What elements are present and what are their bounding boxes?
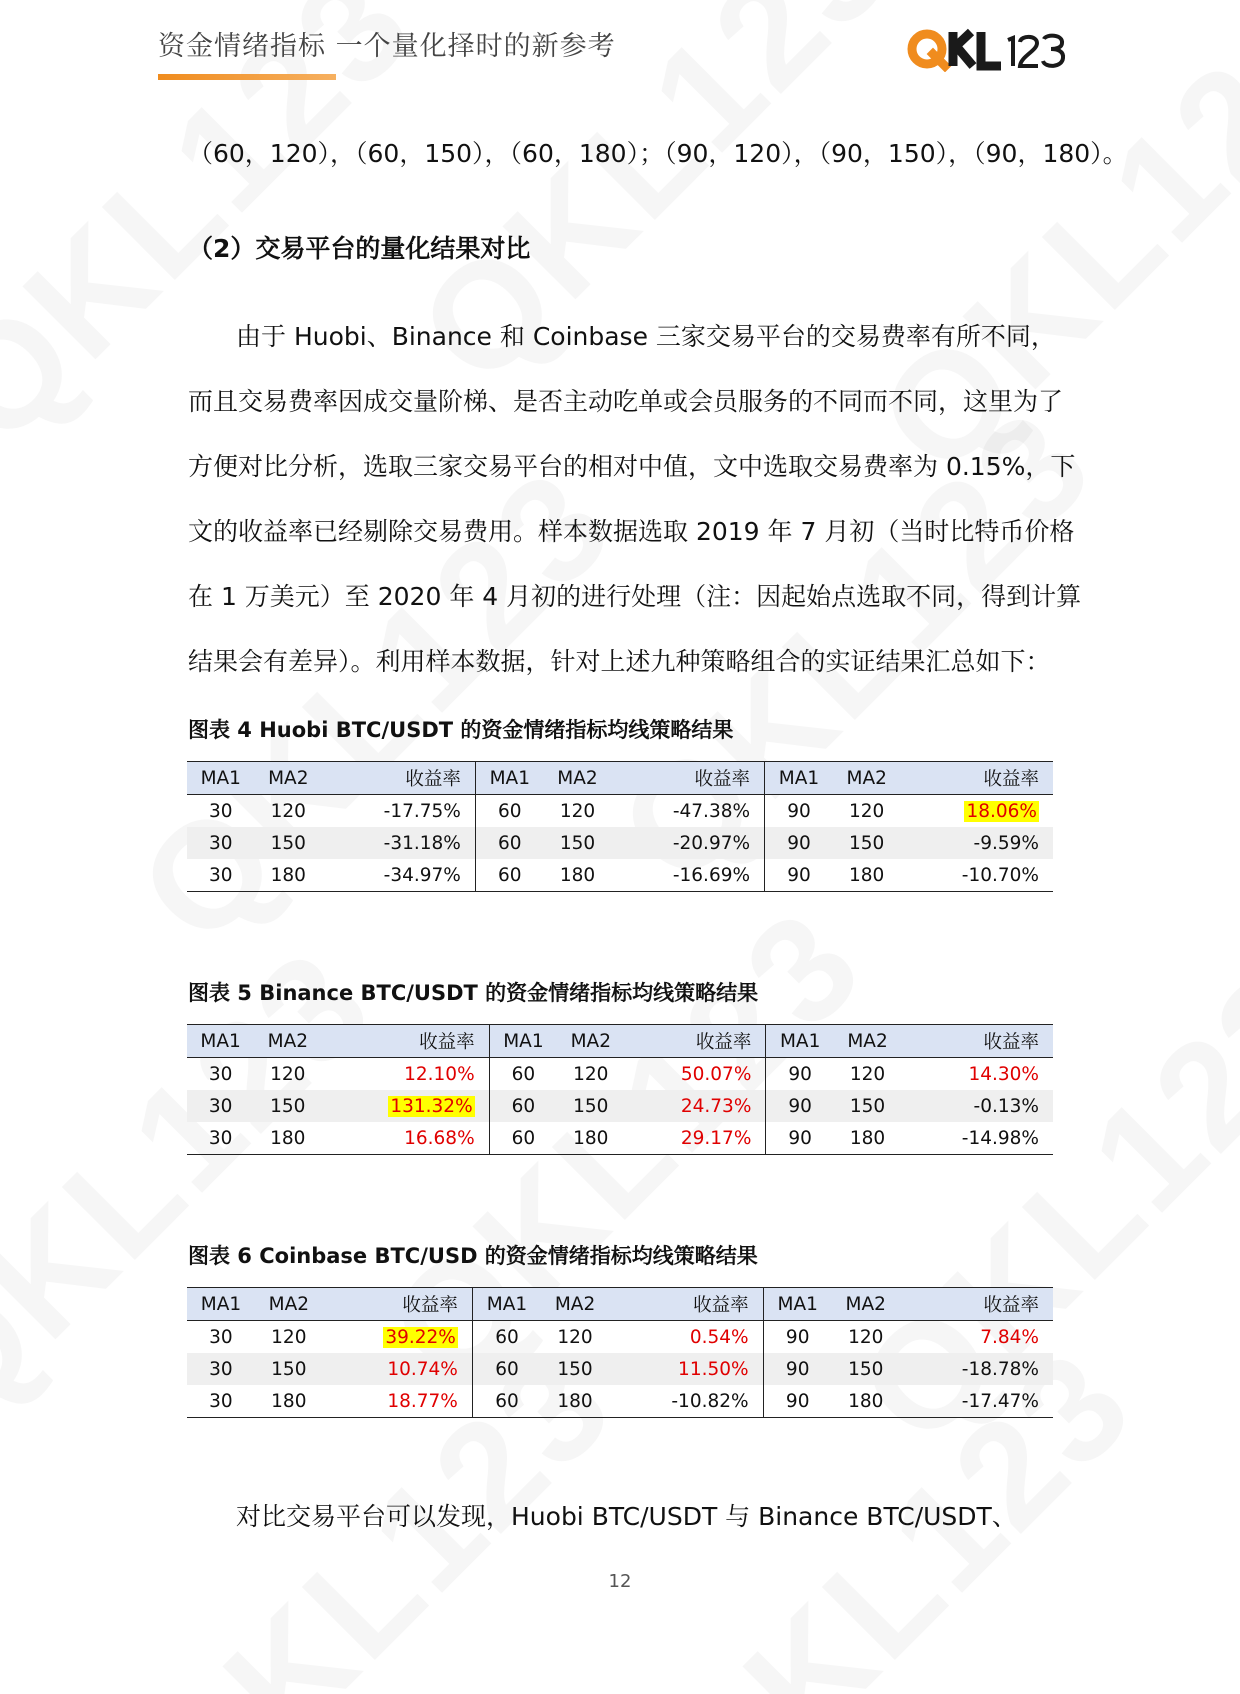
table-cell <box>187 1090 254 1122</box>
cell-value: 150 <box>849 832 885 854</box>
table-cell <box>901 1122 1053 1155</box>
cell-value: 30 <box>208 1127 233 1149</box>
cell-value: 7.84% <box>980 1326 1039 1348</box>
column-header: MA2 <box>268 767 309 789</box>
table-cell <box>834 1090 901 1122</box>
cell-value: 120 <box>271 1326 307 1348</box>
cell-value: 60 <box>495 1390 519 1412</box>
cell-value: 12.10% <box>404 1063 475 1085</box>
table-row <box>187 1090 1053 1122</box>
cell-value: 180 <box>849 864 885 886</box>
table-cell <box>322 795 475 828</box>
cell-value: 50.07% <box>680 1063 752 1085</box>
table-row <box>187 795 1053 828</box>
paragraph-line: 由于 Huobi、Binance 和 Coinbase 三家交易平台的交易费率有所不同， <box>236 322 1056 351</box>
table-cell <box>322 827 475 859</box>
table-cell <box>900 827 1053 859</box>
table-cell <box>255 859 323 892</box>
cell-value: 150 <box>848 1358 884 1380</box>
column-header: MA2 <box>570 1030 611 1052</box>
table-cell <box>255 795 323 828</box>
cell-value: 120 <box>849 800 885 822</box>
table-cell <box>255 1321 323 1354</box>
table-cell <box>833 795 901 828</box>
table-cell <box>187 1321 255 1354</box>
cell-value: 60 <box>511 1095 536 1117</box>
column-header: MA1 <box>763 1288 832 1321</box>
table-cell <box>475 795 543 828</box>
cell-value: 90 <box>785 1326 810 1348</box>
table-cell <box>763 1321 832 1354</box>
table-cell <box>624 1090 766 1122</box>
cell-value: 120 <box>557 1326 593 1348</box>
table-cell <box>609 1321 763 1354</box>
table-header-row <box>187 762 1053 795</box>
table-cell <box>255 827 323 859</box>
table-cell <box>832 1321 900 1354</box>
cell-value: 60 <box>498 832 522 854</box>
cell-value: 90 <box>787 800 811 822</box>
table-cell <box>187 1353 255 1385</box>
table-cell <box>765 827 833 859</box>
column-header: MA2 <box>267 1030 308 1052</box>
table-cell <box>611 827 764 859</box>
column-header: MA1 <box>200 1293 242 1315</box>
cell-value: 11.50% <box>678 1358 749 1380</box>
table-cell <box>475 827 543 859</box>
cell-value: 180 <box>848 1390 884 1412</box>
cell-value: 90 <box>787 864 811 886</box>
page-number: 12 <box>608 1571 632 1592</box>
column-header: MA1 <box>475 762 543 795</box>
cell-value: -10.70% <box>961 864 1039 886</box>
cell-value: 30 <box>209 1358 233 1380</box>
column-header: 收益率 <box>693 1295 749 1316</box>
cell-value: 0.54% <box>689 1326 749 1348</box>
table-cell <box>611 795 764 828</box>
table-cell <box>624 1058 766 1091</box>
cell-value: 39.22% <box>385 1326 456 1348</box>
table-cell <box>900 1385 1053 1418</box>
column-header: 收益率 <box>405 769 461 790</box>
paragraph-line: 结果会有差异）。利用样本数据，针对上述九种策略组合的实证结果汇总如下： <box>188 647 1051 676</box>
table-cell <box>187 859 255 892</box>
table-cell <box>765 859 833 892</box>
table-cell <box>557 1122 624 1155</box>
table-caption: 图表 4 Huobi BTC/USDT 的资金情绪指标均线策略结果 <box>188 718 734 742</box>
cell-value: 120 <box>848 1326 884 1348</box>
results-table-binance <box>187 1024 1053 1155</box>
cell-value: 90 <box>785 1390 810 1412</box>
table-cell <box>472 1321 541 1354</box>
cell-value: 90 <box>788 1063 812 1085</box>
column-header: 收益率 <box>983 1295 1039 1316</box>
cell-value: 90 <box>788 1127 812 1149</box>
column-header: 收益率 <box>402 1295 458 1316</box>
table-cell <box>834 1058 901 1091</box>
cell-value: 120 <box>559 800 596 822</box>
table-cell <box>900 1353 1053 1385</box>
table-cell <box>900 1321 1053 1354</box>
table-cell <box>557 1058 624 1091</box>
table-row <box>187 1353 1053 1385</box>
table-cell <box>475 859 543 892</box>
column-header: MA2 <box>554 1293 596 1315</box>
table-cell <box>187 1385 255 1418</box>
table-cell <box>472 1385 541 1418</box>
cell-value: 120 <box>270 800 306 822</box>
cell-value: -31.18% <box>383 832 461 854</box>
cell-value: -47.38% <box>672 800 751 822</box>
table-row <box>187 827 1053 859</box>
table-cell <box>541 1385 609 1418</box>
cell-value: 150 <box>849 1095 886 1117</box>
cell-value: 30 <box>208 1063 233 1085</box>
cell-value: 150 <box>573 1095 609 1117</box>
column-header: MA2 <box>268 1293 309 1315</box>
cell-value: 120 <box>270 1063 306 1085</box>
table-cell <box>900 859 1053 892</box>
cell-value: 29.17% <box>680 1127 752 1149</box>
table-cell <box>901 1090 1053 1122</box>
table-cell <box>901 1058 1053 1091</box>
table-row <box>187 1321 1053 1354</box>
paragraph-line: 在 1 万美元）至 2020 年 4 月初的进行处理（注：因起始点选取不同，得到计算 <box>188 582 1082 611</box>
table-cell <box>766 1122 834 1155</box>
cell-value: -10.82% <box>671 1390 749 1412</box>
table-cell <box>766 1058 834 1091</box>
table-cell <box>489 1090 557 1122</box>
cell-value: 10.74% <box>387 1358 458 1380</box>
conclusion-line: 对比交易平台可以发现，Huobi BTC/USDT 与 Binance BTC/USDT、 <box>236 1502 1017 1531</box>
table-cell <box>254 1090 321 1122</box>
table-header-row <box>187 1025 1053 1058</box>
cell-value: 60 <box>495 1326 519 1348</box>
cell-value: 90 <box>788 1095 812 1117</box>
column-header: MA2 <box>847 1030 888 1052</box>
table-row <box>187 1385 1053 1418</box>
column-header: 收益率 <box>983 1032 1039 1053</box>
intro-line: （60，120），（60，150），（60，180）；（90，120），（90，150），（90，180）。 <box>188 139 1128 168</box>
table-cell <box>832 1353 900 1385</box>
column-header: MA2 <box>845 1293 886 1315</box>
cell-value: 30 <box>209 1390 233 1412</box>
cell-value: 150 <box>557 1358 593 1380</box>
cell-value: 30 <box>208 864 233 886</box>
table-cell <box>544 795 612 828</box>
cell-value: 30 <box>208 832 233 854</box>
column-header: MA1 <box>200 1030 241 1052</box>
cell-value: -17.47% <box>961 1390 1039 1412</box>
table-row <box>187 859 1053 892</box>
column-header: MA2 <box>557 767 598 789</box>
table-row <box>187 1058 1053 1091</box>
table-cell <box>834 1122 901 1155</box>
paragraph-line: 文的收益率已经剔除交易费用。样本数据选取 2019 年 7 月初（当时比特币价格 <box>188 517 1075 546</box>
cell-value: 180 <box>573 1127 609 1149</box>
cell-value: 60 <box>495 1358 519 1380</box>
table-cell <box>763 1385 832 1418</box>
table-cell <box>187 827 255 859</box>
cell-value: 18.06% <box>966 800 1037 822</box>
table-cell <box>541 1321 609 1354</box>
table-cell <box>254 1058 321 1091</box>
cell-value: 150 <box>270 832 306 854</box>
cell-value: 180 <box>559 864 596 886</box>
table-cell <box>322 859 475 892</box>
cell-value: -9.59% <box>973 832 1039 854</box>
table-cell <box>900 795 1053 828</box>
header-title: 资金情绪指标 一个量化择时的新参考 <box>158 31 616 62</box>
cell-value: 120 <box>573 1063 609 1085</box>
qkl123-logo <box>905 26 1070 72</box>
cell-value: 60 <box>511 1063 536 1085</box>
table-cell <box>544 827 612 859</box>
column-header: MA1 <box>489 1025 557 1058</box>
results-table-huobi <box>187 761 1053 892</box>
table-cell <box>321 1058 489 1091</box>
table-cell <box>763 1353 832 1385</box>
cell-value: 18.77% <box>387 1390 458 1412</box>
cell-value: 180 <box>271 1390 307 1412</box>
table-cell <box>321 1090 489 1122</box>
cell-value: -14.98% <box>961 1127 1039 1149</box>
table-cell <box>624 1122 766 1155</box>
column-header: 收益率 <box>695 1032 752 1053</box>
table-header-row <box>187 1288 1053 1321</box>
table-cell <box>489 1058 557 1091</box>
table-cell <box>541 1353 609 1385</box>
cell-value: 60 <box>498 864 522 886</box>
column-header: MA1 <box>472 1288 541 1321</box>
cell-value: 30 <box>208 1095 233 1117</box>
table-cell <box>472 1353 541 1385</box>
table-cell <box>323 1321 473 1354</box>
table-cell <box>255 1353 323 1385</box>
table-cell <box>609 1353 763 1385</box>
section-heading: （2）交易平台的量化结果对比 <box>188 234 531 263</box>
cell-value: 180 <box>849 1127 886 1149</box>
cell-value: 30 <box>208 800 233 822</box>
cell-value: -17.75% <box>383 800 461 822</box>
table-cell <box>766 1090 834 1122</box>
table-cell <box>765 795 833 828</box>
cell-value: 150 <box>271 1358 307 1380</box>
table-cell <box>323 1385 473 1418</box>
cell-value: -18.78% <box>961 1358 1039 1380</box>
table-cell <box>489 1122 557 1155</box>
cell-value: 180 <box>270 1127 306 1149</box>
table-caption: 图表 6 Coinbase BTC/USD 的资金情绪指标均线策略结果 <box>188 1244 758 1268</box>
table-cell <box>255 1385 323 1418</box>
cell-value: 24.73% <box>680 1095 752 1117</box>
column-header: MA1 <box>765 762 833 795</box>
table-cell <box>832 1385 900 1418</box>
cell-value: 150 <box>270 1095 306 1117</box>
cell-value: 90 <box>785 1358 810 1380</box>
cell-value: 60 <box>498 800 522 822</box>
table-row <box>187 1122 1053 1155</box>
cell-value: 16.68% <box>404 1127 475 1149</box>
table-cell <box>187 795 255 828</box>
cell-value: -20.97% <box>672 832 751 854</box>
cell-value: 90 <box>787 832 811 854</box>
cell-value: 180 <box>270 864 306 886</box>
column-header: 收益率 <box>419 1032 475 1053</box>
cell-value: 14.30% <box>968 1063 1039 1085</box>
paragraph-line: 而且交易费率因成交量阶梯、是否主动吃单或会员服务的不同而不同，这里为了 <box>188 387 1064 416</box>
paragraph-line: 方便对比分析，选取三家交易平台的相对中值，文中选取交易费率为 0.15%，下 <box>188 452 1076 481</box>
table-cell <box>609 1385 763 1418</box>
column-header: 收益率 <box>694 769 751 790</box>
table-cell <box>321 1122 489 1155</box>
results-table-coinbase <box>187 1287 1053 1418</box>
table-cell <box>323 1353 473 1385</box>
table-cell <box>254 1122 321 1155</box>
cell-value: 150 <box>559 832 596 854</box>
cell-value: 30 <box>209 1326 233 1348</box>
cell-value: -16.69% <box>672 864 751 886</box>
cell-value: 131.32% <box>390 1095 473 1117</box>
table-cell <box>833 827 901 859</box>
cell-value: -0.13% <box>973 1095 1039 1117</box>
table-cell <box>611 859 764 892</box>
table-caption: 图表 5 Binance BTC/USDT 的资金情绪指标均线策略结果 <box>188 981 759 1005</box>
column-header: MA1 <box>200 767 241 789</box>
table-cell <box>187 1058 254 1091</box>
cell-value: 120 <box>849 1063 886 1085</box>
header-accent-bar <box>158 74 336 80</box>
table-cell <box>557 1090 624 1122</box>
column-header: 收益率 <box>983 769 1039 790</box>
table-cell <box>544 859 612 892</box>
table-cell <box>833 859 901 892</box>
table-cell <box>187 1122 254 1155</box>
cell-value: -34.97% <box>383 864 461 886</box>
cell-value: 180 <box>557 1390 593 1412</box>
column-header: MA1 <box>766 1025 834 1058</box>
cell-value: 60 <box>511 1127 536 1149</box>
column-header: MA2 <box>846 767 887 789</box>
